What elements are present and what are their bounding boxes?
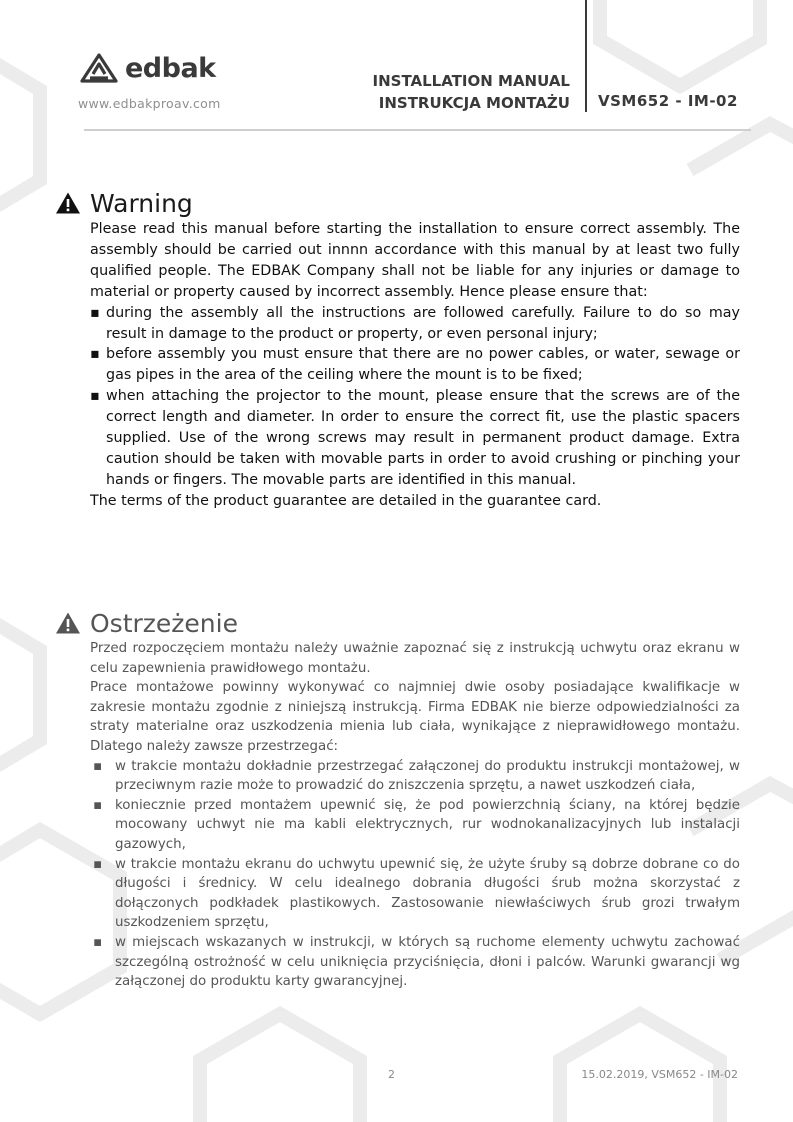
ostrzezenie-title: Ostrzeżenie [90, 608, 238, 638]
warning-triangle-icon [54, 611, 90, 635]
header-separator [585, 0, 587, 112]
ostrzezenie-bullet: ▪ w trakcie montażu ekranu do uchwytu upewnić się, że użyte śruby są dobrze dobrane co do długości i średnicy. W celu idealnego dobrania długości śrub można skorzystać z dołączonych podkładek plastikowych. Zastosowanie niewłaściwych śrub grozi trwałym uszkodzeniem sprzętu, [90, 855, 740, 933]
page-number: 2 [388, 1068, 395, 1081]
warning-bullet: ▪ when attaching the projector to the mount, please ensure that the screws are of the correct length and diameter. In order to ensure the correct fit, use the plastic spacers supplied. Use of the wrong screws may result in permanent product damage. Extra caution should be taken with movable parts in order to avoid crushing or pinching your hands or fingers. The movable parts are identified in this manual. [90, 386, 740, 491]
ostrzezenie-heading [54, 607, 744, 639]
warning-bullet: ▪ before assembly you must ensure that there are no power cables, or water, sewage or gas pipes in the area of the ceiling where the mount is to be fixed; [90, 344, 740, 386]
footer-document-info: 15.02.2019, VSM652 - IM-02 [581, 1068, 738, 1081]
document-code: VSM652 - IM-02 [598, 92, 738, 110]
warning-section-polish [54, 607, 744, 992]
title-english: INSTALLATION MANUAL [372, 72, 570, 90]
warning-bullet: ▪ during the assembly all the instructions are followed carefully. Failure to do so may result in damage to the product or property, or even personal injury; [90, 303, 740, 345]
ostrzezenie-bullet: ▪ w trakcie montażu dokładnie przestrzegać załączonej do produktu instrukcji montażowej, w przeciwnym razie może to prowadzić do zniszczenia sprzętu, a nawet uszkodzeń ciała, [90, 757, 740, 796]
logo-wordmark: edbak [125, 52, 216, 84]
warning-body [90, 219, 740, 512]
title-polish: INSTRUKCJA MONTAŻU [378, 94, 570, 112]
warning-triangle-icon [54, 191, 90, 215]
ostrzezenie-intro-1: Przed rozpoczęciem montażu należy uważnie zapoznać się z instrukcją uchwytu oraz ekranu w celu zapewnienia prawidłowego montażu. [90, 641, 740, 676]
warning-section-english [54, 187, 744, 512]
warning-intro: Please read this manual before starting the installation to ensure correct assembly. The assembly should be carried out innnn accordance with this manual by at least two fully qualified people. The EDBAK Company shall not be liable for any injuries or damage to material or property caused by incorrect assembly. Hence please ensure that: [90, 221, 740, 300]
warning-closing: The terms of the product guarantee are detailed in the guarantee card. [90, 492, 602, 509]
warning-heading [54, 187, 744, 219]
ostrzezenie-bullet-list [90, 757, 740, 992]
warning-bullet-list [90, 303, 740, 491]
ostrzezenie-bullet: ▪ koniecznie przed montażem upewnić się, że pod powierzchnią ściany, na której będzie mocowany uchwyt nie ma kabli elektrycznych, rur wodnokanalizacyjnych lub instalacji gazowych, [90, 796, 740, 855]
header-rule [84, 129, 751, 131]
ostrzezenie-intro-2: Prace montażowe powinny wykonywać co najmniej dwie osoby posiadające kwalifikacje w zakresie montażu zgodnie z niniejszą instrukcją. Firma EDBAK nie bierze odpowiedzialności za straty materialne oraz uszkodzenia mienia lub ciała, wynikające z nieprawidłowego montażu. Dlatego należy zawsze przestrzegać: [90, 680, 740, 754]
ostrzezenie-body [90, 639, 740, 992]
edbak-logo-icon [78, 52, 120, 84]
website-url[interactable]: www.edbakproav.com [78, 96, 221, 111]
document-title [330, 70, 570, 114]
warning-title: Warning [90, 188, 193, 218]
edbak-logo[interactable] [78, 48, 238, 88]
ostrzezenie-bullet: ▪ w miejscach wskazanych w instrukcji, w których są ruchome elementy uchwytu zachować szczególną ostrożność w celu uniknięcia przyciśnięcia, dłoni i palców. Warunki gwarancji wg załączonej do produktu karty gwarancyjnej. [90, 933, 740, 992]
